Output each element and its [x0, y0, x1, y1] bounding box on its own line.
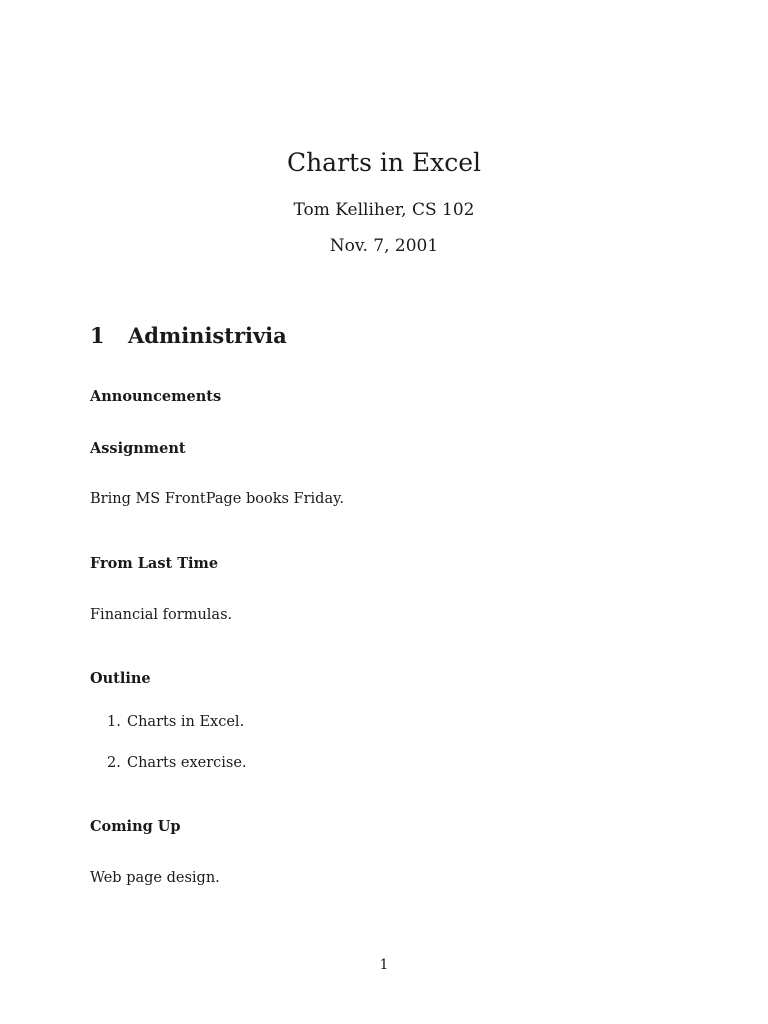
announcements-heading: Announcements: [90, 388, 222, 405]
list-marker: 1.: [107, 714, 121, 730]
document-title: Charts in Excel: [286, 148, 482, 177]
assignment-heading: Assignment: [90, 440, 186, 457]
list-marker: 2.: [107, 755, 121, 771]
list-item-text: Charts exercise.: [127, 755, 247, 771]
page-number: 1: [379, 957, 389, 973]
section-number: 1: [90, 323, 105, 348]
outline-heading: Outline: [90, 670, 151, 687]
assignment-text: Bring MS FrontPage books Friday.: [90, 491, 344, 507]
list-item: [107, 714, 244, 730]
document-author: Tom Kelliher, CS 102: [293, 200, 475, 220]
document-date: Nov. 7, 2001: [329, 236, 439, 256]
coming-up-text: Web page design.: [90, 870, 220, 886]
section-title: Administrivia: [128, 323, 287, 348]
coming-up-heading: Coming Up: [90, 818, 181, 835]
section-heading: [90, 323, 287, 348]
from-last-time-text: Financial formulas.: [90, 607, 233, 623]
list-item-text: Charts in Excel.: [127, 714, 245, 730]
from-last-time-heading: From Last Time: [90, 555, 219, 572]
list-item: [107, 755, 247, 771]
